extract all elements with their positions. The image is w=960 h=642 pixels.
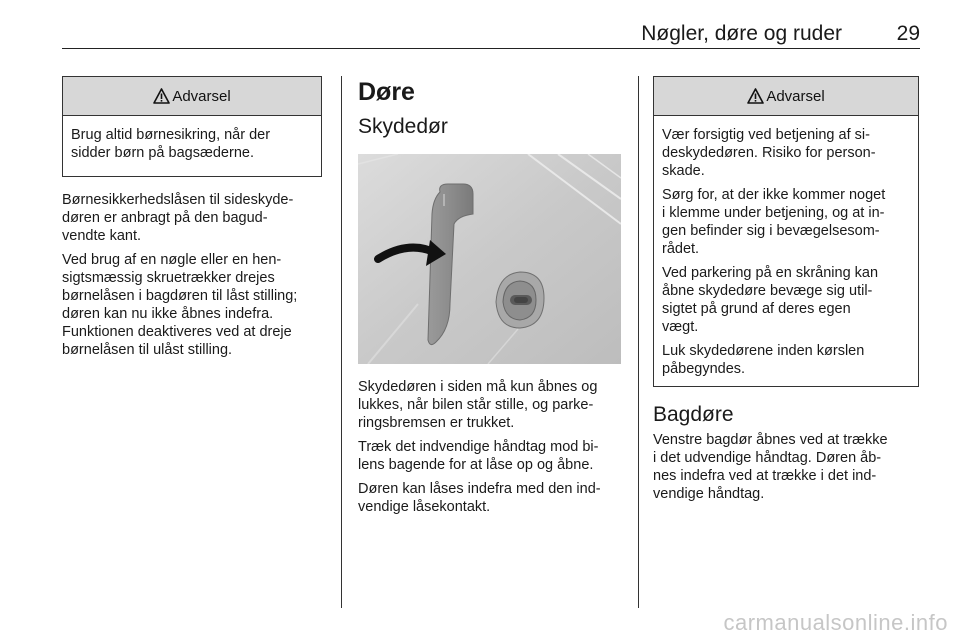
column-divider-1: [341, 76, 342, 608]
page-number: 29: [896, 22, 920, 45]
watermark: carmanualsonline.info: [723, 610, 948, 635]
header-title: Nøgler, døre og ruder: [641, 22, 842, 45]
paragraph: Træk det indvendige håndtag mod bi- lens bagende for at låse op og åbne.: [358, 439, 599, 473]
warning-body: [63, 116, 321, 176]
warning-triangle-icon: [153, 88, 170, 104]
page-header: [62, 14, 920, 49]
warning-header: [654, 77, 918, 116]
warning-text: Luk skydedørene inden kørslen påbegyndes.: [662, 343, 865, 377]
warning-triangle-icon: [747, 88, 764, 104]
section-heading: Døre: [358, 78, 415, 106]
sliding-door-handle-illustration: [358, 154, 621, 364]
paragraph: Ved brug af en nøgle eller en hen- sigtsmæssig skruetrækker drejes børnelåsen i bagdøren til låst stilling; døren kan nu ikke åbnes indefra. Funktionen deaktiveres ved at dreje børnelåsen til ulåst stilling.: [62, 252, 298, 358]
warning-label: Advarsel: [172, 87, 231, 105]
paragraph: Venstre bagdør åbnes ved at trække i det udvendige håndtag. Døren åb- nes indefra ved at trække i det ind- vendige håndtag.: [653, 432, 888, 502]
column-right: [653, 76, 919, 509]
paragraph: Skydedøren i siden må kun åbnes og lukkes, når bilen står stille, og parke- ringsbremsen er trukket.: [358, 379, 598, 431]
warning-text: Ved parkering på en skråning kan åbne skydedøre bevæge sig util- sigtet på grund af deres egen vægt.: [662, 265, 879, 335]
warning-text: Vær forsigtig ved betjening af si- deskydedøren. Risiko for person- skade.: [662, 127, 876, 179]
column-left: [62, 76, 322, 365]
illustration-svg: [358, 154, 621, 364]
warning-text: Brug altid børnesikring, når der sidder børn på bagsæderne.: [71, 127, 271, 161]
column-divider-2: [638, 76, 639, 608]
paragraph: Børnesikkerhedslåsen til sideskyde- døren er anbragt på den bagud- vendte kant.: [62, 192, 294, 244]
warning-body: [654, 116, 918, 386]
warning-text: Sørg for, at der ikke kommer noget i klemme under betjening, og at in- gen befinder sig i bevægelsesom- rådet.: [662, 187, 886, 257]
warning-box: [62, 76, 322, 177]
subsection-heading: Bagdøre: [653, 403, 734, 426]
paragraph: Døren kan låses indefra med den ind- vendige låsekontakt.: [358, 481, 601, 515]
column-middle: [358, 76, 621, 522]
warning-header: [63, 77, 321, 116]
subsection-heading: Skydedør: [358, 115, 448, 138]
warning-label: Advarsel: [766, 87, 825, 105]
warning-box: [653, 76, 919, 387]
